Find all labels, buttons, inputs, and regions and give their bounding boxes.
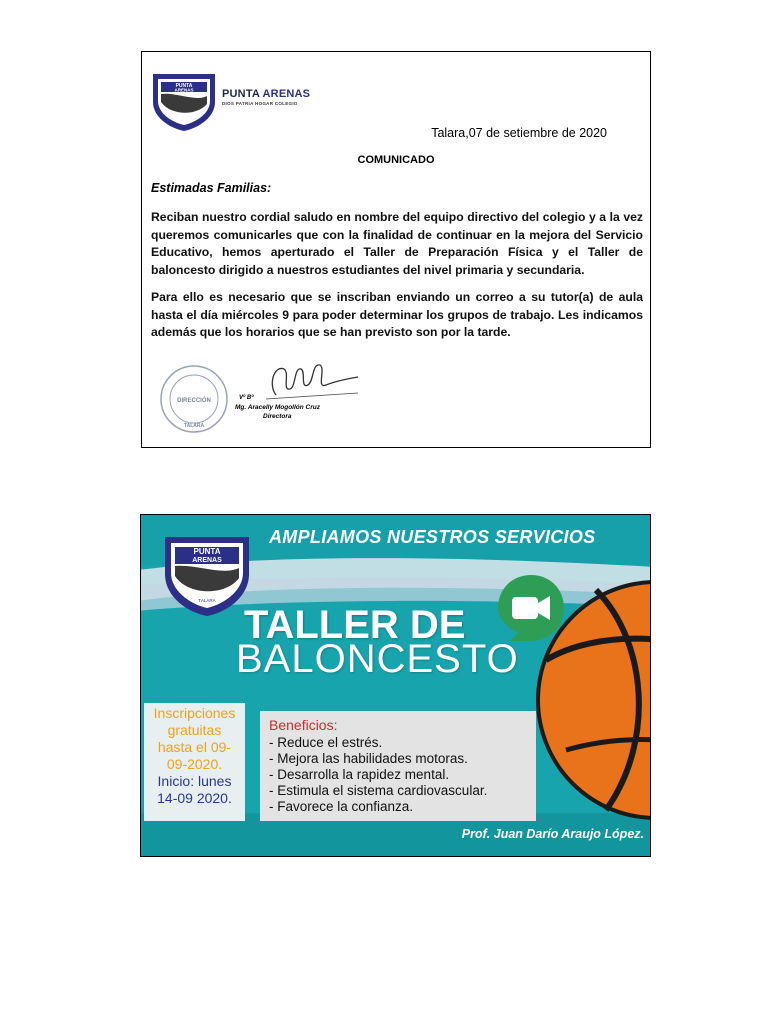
inscription-line-3: hasta el 09- <box>157 739 232 755</box>
seal-bottom-text: TALARA <box>183 423 205 429</box>
signature-vb: Vº Bº <box>239 395 254 401</box>
inscription-line-1: Inscripciones <box>153 705 236 721</box>
benefits-box <box>260 711 536 821</box>
teacher-name: Prof. Juan Darío Araujo López. <box>461 827 644 841</box>
flyer-logo-text-2: ARENAS <box>192 557 222 564</box>
inscription-line-5: Inicio: lunes <box>157 773 232 789</box>
brand-name <box>222 88 310 100</box>
benefit-item: - Desarrolla la rapidez mental. <box>269 767 450 782</box>
flyer-header: AMPLIAMOS NUESTROS SERVICIOS <box>269 527 596 547</box>
brand-name-1: PUNTA <box>222 88 260 100</box>
brand-motto: DIOS PATRIA HOGAR COLEGIO <box>222 101 298 106</box>
signature-name: Mg. Aracelly Mogollón Cruz <box>235 404 320 411</box>
benefit-item: - Favorece la confianza. <box>269 799 414 814</box>
school-shield-icon <box>162 534 252 618</box>
seal-center-text: DIRECCIÓN <box>177 398 211 404</box>
signature-block <box>156 355 356 435</box>
brand-name-2: ARENAS <box>262 88 311 100</box>
inscription-line-4: 09-2020. <box>166 756 223 772</box>
letter-paragraph-1: Reciban nuestro cordial saludo en nombre del equipo directivo del colegio y a la vez queremos comunicarles que con la finalidad de continuar en la mejora del Servicio Educativo, hemos aperturado el Taller de Preparación Física y el Taller de baloncesto dirigido a nuestros estudiantes del nivel primaria y secundaria. <box>151 210 643 277</box>
letter-paragraph-2: Para ello es necesario que se inscriban enviando un correo a su tutor(a) de aula hasta el día miércoles 9 para poder determinar los grupos de trabajo. Les indicamos además que los horarios que se han previsto son por la tarde. <box>151 290 643 340</box>
letter-date: Talara,07 de setiembre de 2020 <box>431 126 607 140</box>
benefit-item: - Reduce el estrés. <box>269 735 383 750</box>
inscription-box <box>144 703 245 821</box>
benefits-title: Beneficios: <box>269 717 338 733</box>
benefit-item: - Mejora las habilidades motoras. <box>269 751 468 766</box>
flyer-logo-text-3: TALARA <box>198 598 216 603</box>
inscription-line-2: gratuitas <box>167 722 222 738</box>
handwritten-signature <box>246 355 361 407</box>
official-seal-icon <box>156 361 232 437</box>
logo-text-2: ARENAS <box>174 87 194 93</box>
logo-text-3: TALARA <box>178 117 190 121</box>
signature-role: Directora <box>263 413 292 420</box>
inscription-line-6: 14-09 2020. <box>157 790 232 806</box>
logo-text-1: PUNTA <box>175 83 193 89</box>
basketball-icon <box>536 560 651 840</box>
school-brand <box>222 88 310 106</box>
flyer-title-line-1: TALLER DE <box>244 603 466 647</box>
benefit-item: - Estimula el sistema cardiovascular. <box>269 783 488 798</box>
announcement-letter <box>141 51 651 448</box>
flyer-logo-text-1: PUNTA <box>193 547 221 556</box>
school-shield-icon <box>151 72 217 132</box>
letter-title: COMUNICADO <box>357 154 435 166</box>
letter-greeting: Estimadas Familias: <box>151 181 272 195</box>
basketball-workshop-flyer <box>140 514 651 857</box>
flyer-title-line-2: BALONCESTO <box>236 637 519 681</box>
